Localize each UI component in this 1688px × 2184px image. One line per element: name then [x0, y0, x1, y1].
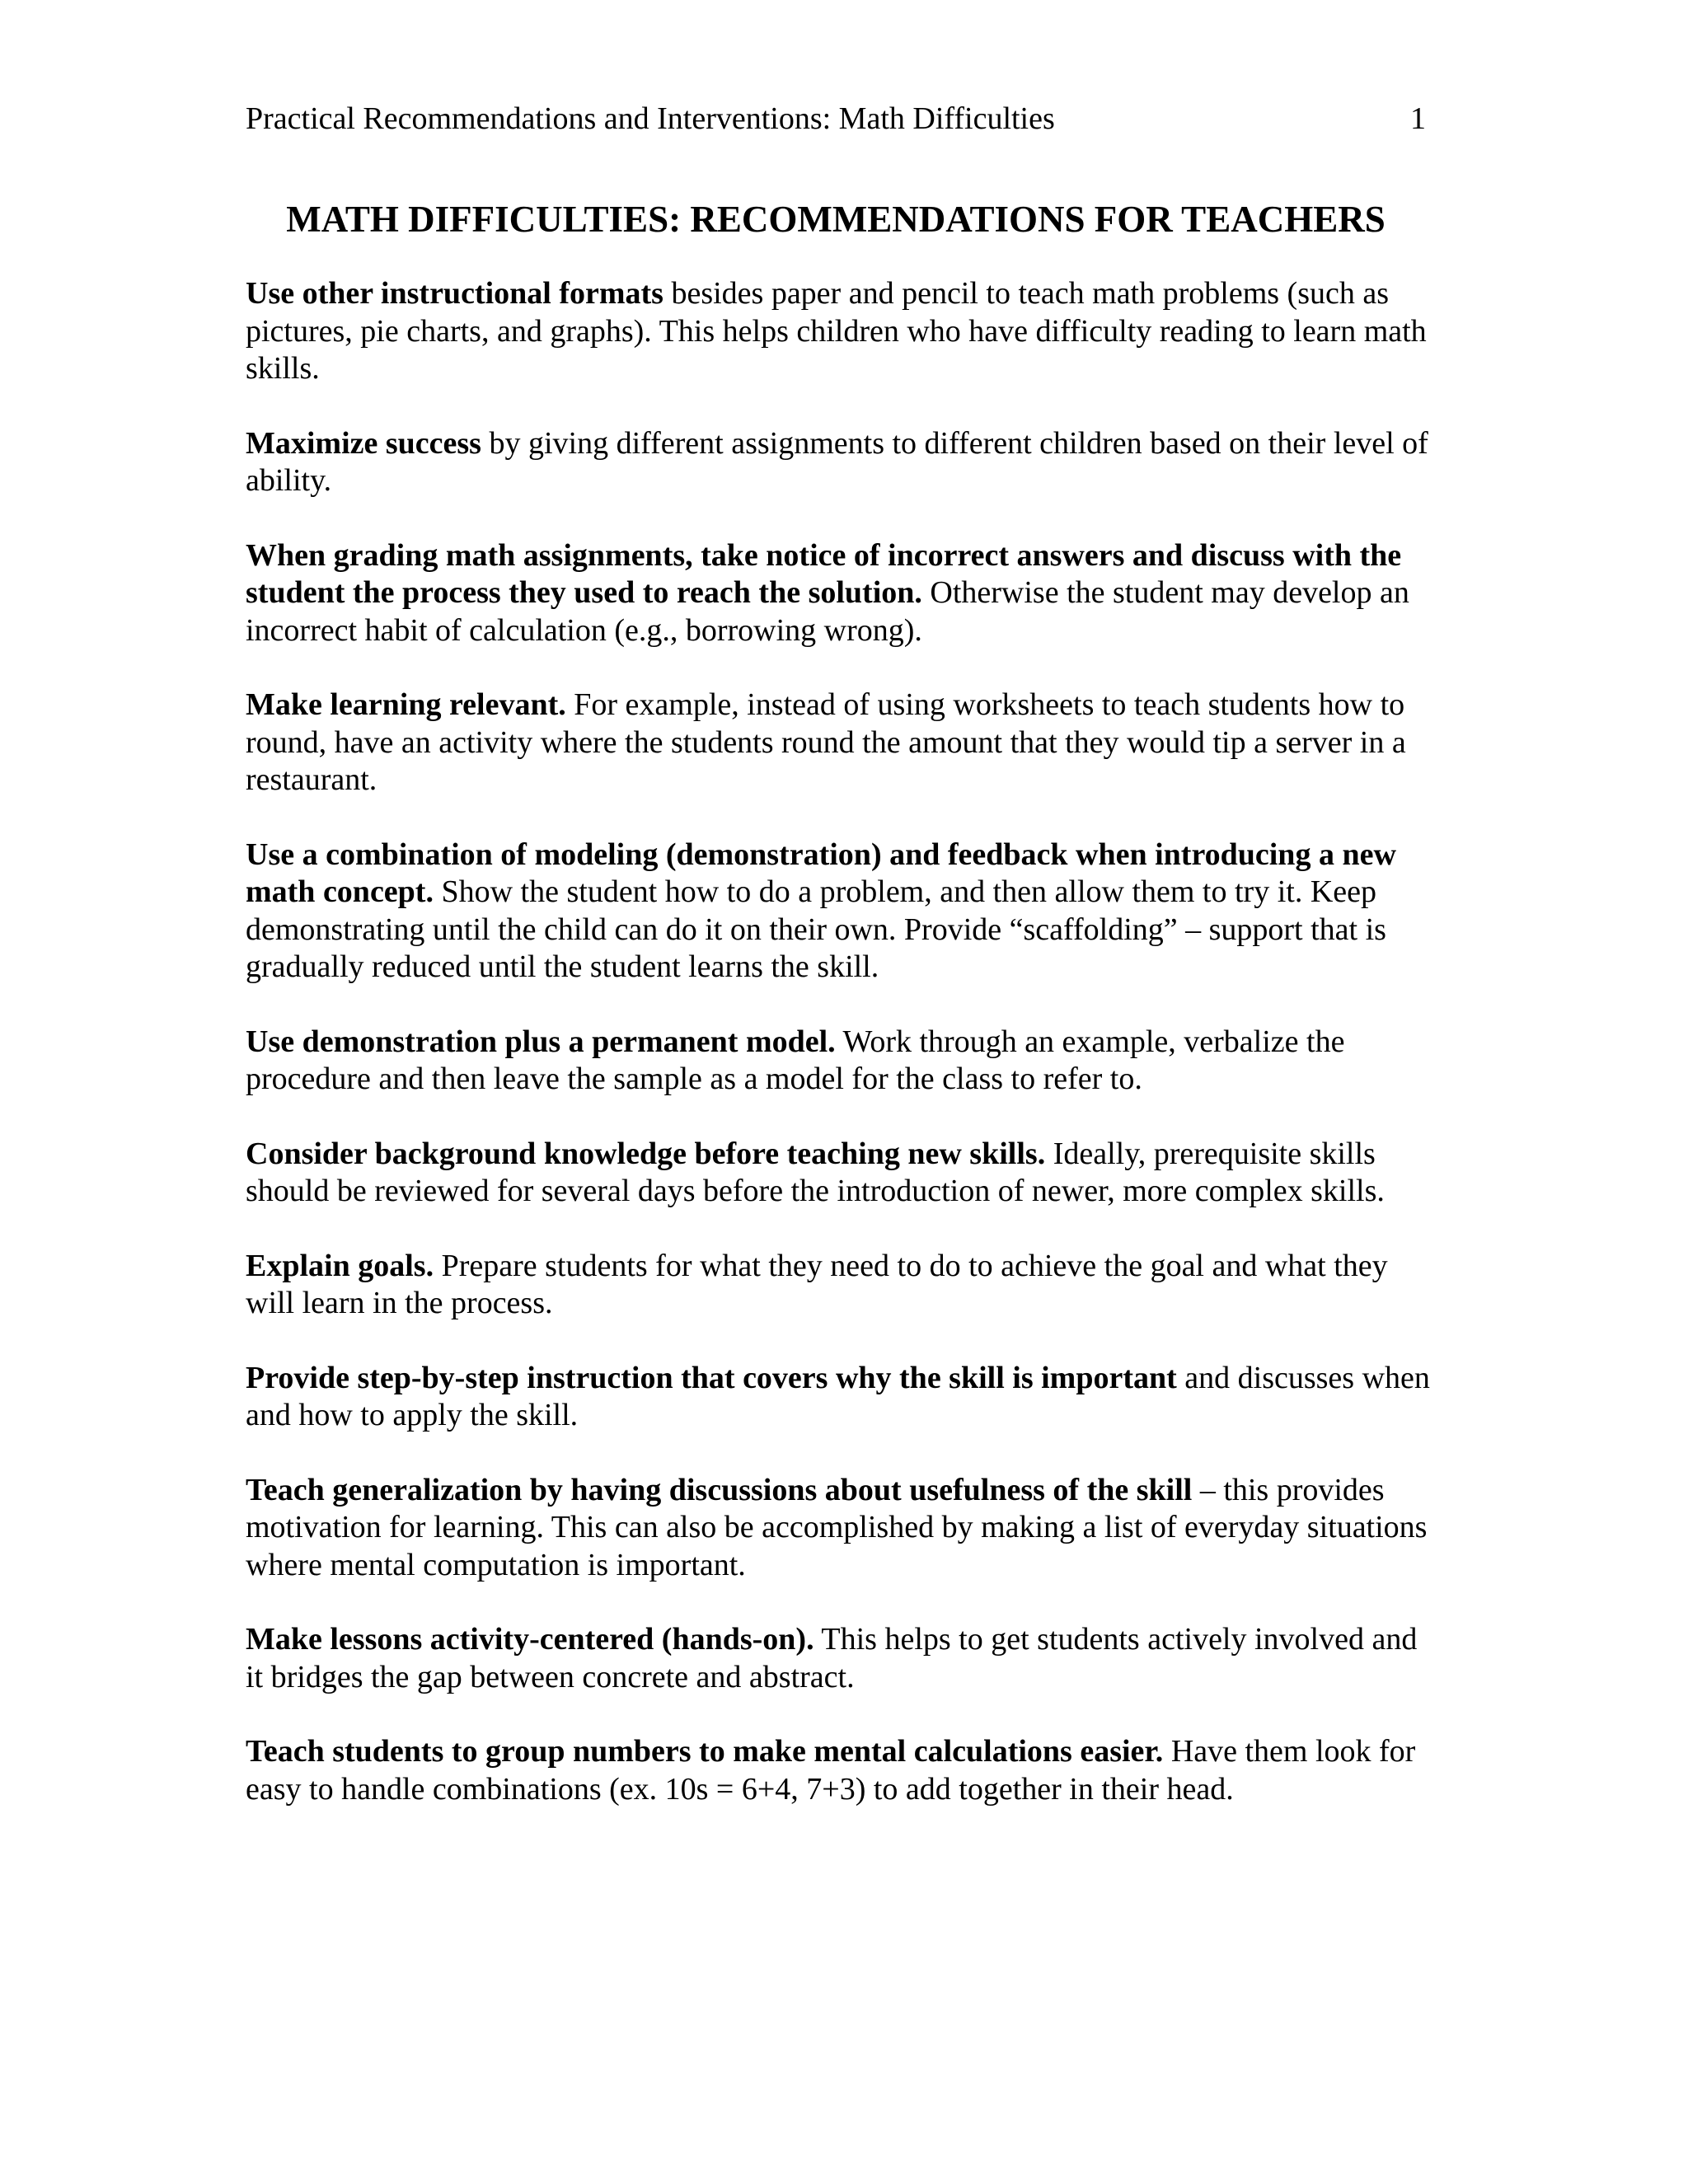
paragraph-maximize-success	[246, 425, 1432, 500]
document-title: MATH DIFFICULTIES: RECOMMENDATIONS FOR TEACHERS	[286, 199, 1386, 240]
paragraph-lead: Explain goals.	[246, 1248, 434, 1283]
paragraph-lead: Use demonstration plus a permanent model.	[246, 1024, 836, 1059]
paragraph-lead: When grading math assignments, take notice of incorrect answers and discuss with the student the process they used to reach the solution.	[246, 537, 1402, 610]
paragraph-text: by giving different assignments to different children based on their level of ability.	[246, 425, 1428, 498]
paragraph-instructional-formats	[246, 275, 1432, 388]
paragraph-group-numbers	[246, 1733, 1432, 1808]
paragraph-learning-relevant	[246, 687, 1432, 799]
paragraph-text: Otherwise the student may develop an incorrect habit of calculation (e.g., borrowing wrong).	[246, 575, 1409, 648]
paragraph-lead: Make lessons activity-centered (hands-on).	[246, 1622, 814, 1657]
paragraph-permanent-model	[246, 1024, 1432, 1099]
paragraph-lead: Teach students to group numbers to make mental calculations easier.	[246, 1734, 1164, 1769]
paragraph-explain-goals	[246, 1248, 1432, 1323]
paragraph-text: besides paper and pencil to teach math problems (such as pictures, pie charts, and graphs). This helps children who have difficulty reading to learn math skills.	[246, 276, 1427, 386]
paragraph-lead: Teach generalization by having discussions about usefulness of the skill	[246, 1472, 1193, 1507]
paragraph-lead: Consider background knowledge before teaching new skills.	[246, 1136, 1046, 1171]
paragraph-text: and discusses when and how to apply the skill.	[246, 1360, 1430, 1432]
paragraph-text: Ideally, prerequisite skills should be reviewed for several days before the introduction of newer, more complex skills.	[246, 1136, 1385, 1208]
paragraph-generalization	[246, 1472, 1432, 1585]
paragraph-lead: Use other instructional formats	[246, 276, 663, 311]
document-body	[246, 275, 1432, 1845]
paragraph-step-by-step	[246, 1360, 1432, 1435]
paragraph-background-knowledge	[246, 1136, 1432, 1211]
paragraph-text: – this provides motivation for learning. This can also be accomplished by making a list of everyday situations where mental computation is important.	[246, 1472, 1428, 1582]
paragraph-grading	[246, 537, 1432, 650]
paragraph-text: Prepare students for what they need to do to achieve the goal and what they will learn in the process.	[246, 1248, 1388, 1320]
paragraph-text: Have them look for easy to handle combinations (ex. 10s = 6+4, 7+3) to add together in their head.	[246, 1734, 1416, 1807]
paragraph-lead: Make learning relevant.	[246, 687, 566, 722]
paragraph-text: Work through an example, verbalize the procedure and then leave the sample as a model for the class to refer to.	[246, 1024, 1345, 1096]
page-number: 1	[1410, 101, 1426, 136]
paragraph-text: For example, instead of using worksheets to teach students how to round, have an activity where the students round the amount that they would tip a server in a restaurant.	[246, 687, 1406, 797]
running-header-title: Practical Recommendations and Interventions: Math Difficulties	[246, 101, 1055, 136]
paragraph-lead: Maximize success	[246, 425, 481, 461]
paragraph-text: This helps to get students actively involved and it bridges the gap between concrete and abstract.	[246, 1622, 1418, 1694]
paragraph-lead: Use a combination of modeling (demonstration) and feedback when introducing a new math concept.	[246, 837, 1396, 909]
paragraph-hands-on	[246, 1621, 1432, 1696]
paragraph-modeling-feedback	[246, 837, 1432, 987]
paragraph-lead: Provide step-by-step instruction that covers why the skill is important	[246, 1360, 1177, 1395]
running-header	[246, 97, 1426, 140]
paragraph-text: Show the student how to do a problem, and then allow them to try it. Keep demonstrating until the child can do it on their own. Provide “scaffolding” – support that is gradually reduced until the student learns the skill.	[246, 874, 1386, 984]
